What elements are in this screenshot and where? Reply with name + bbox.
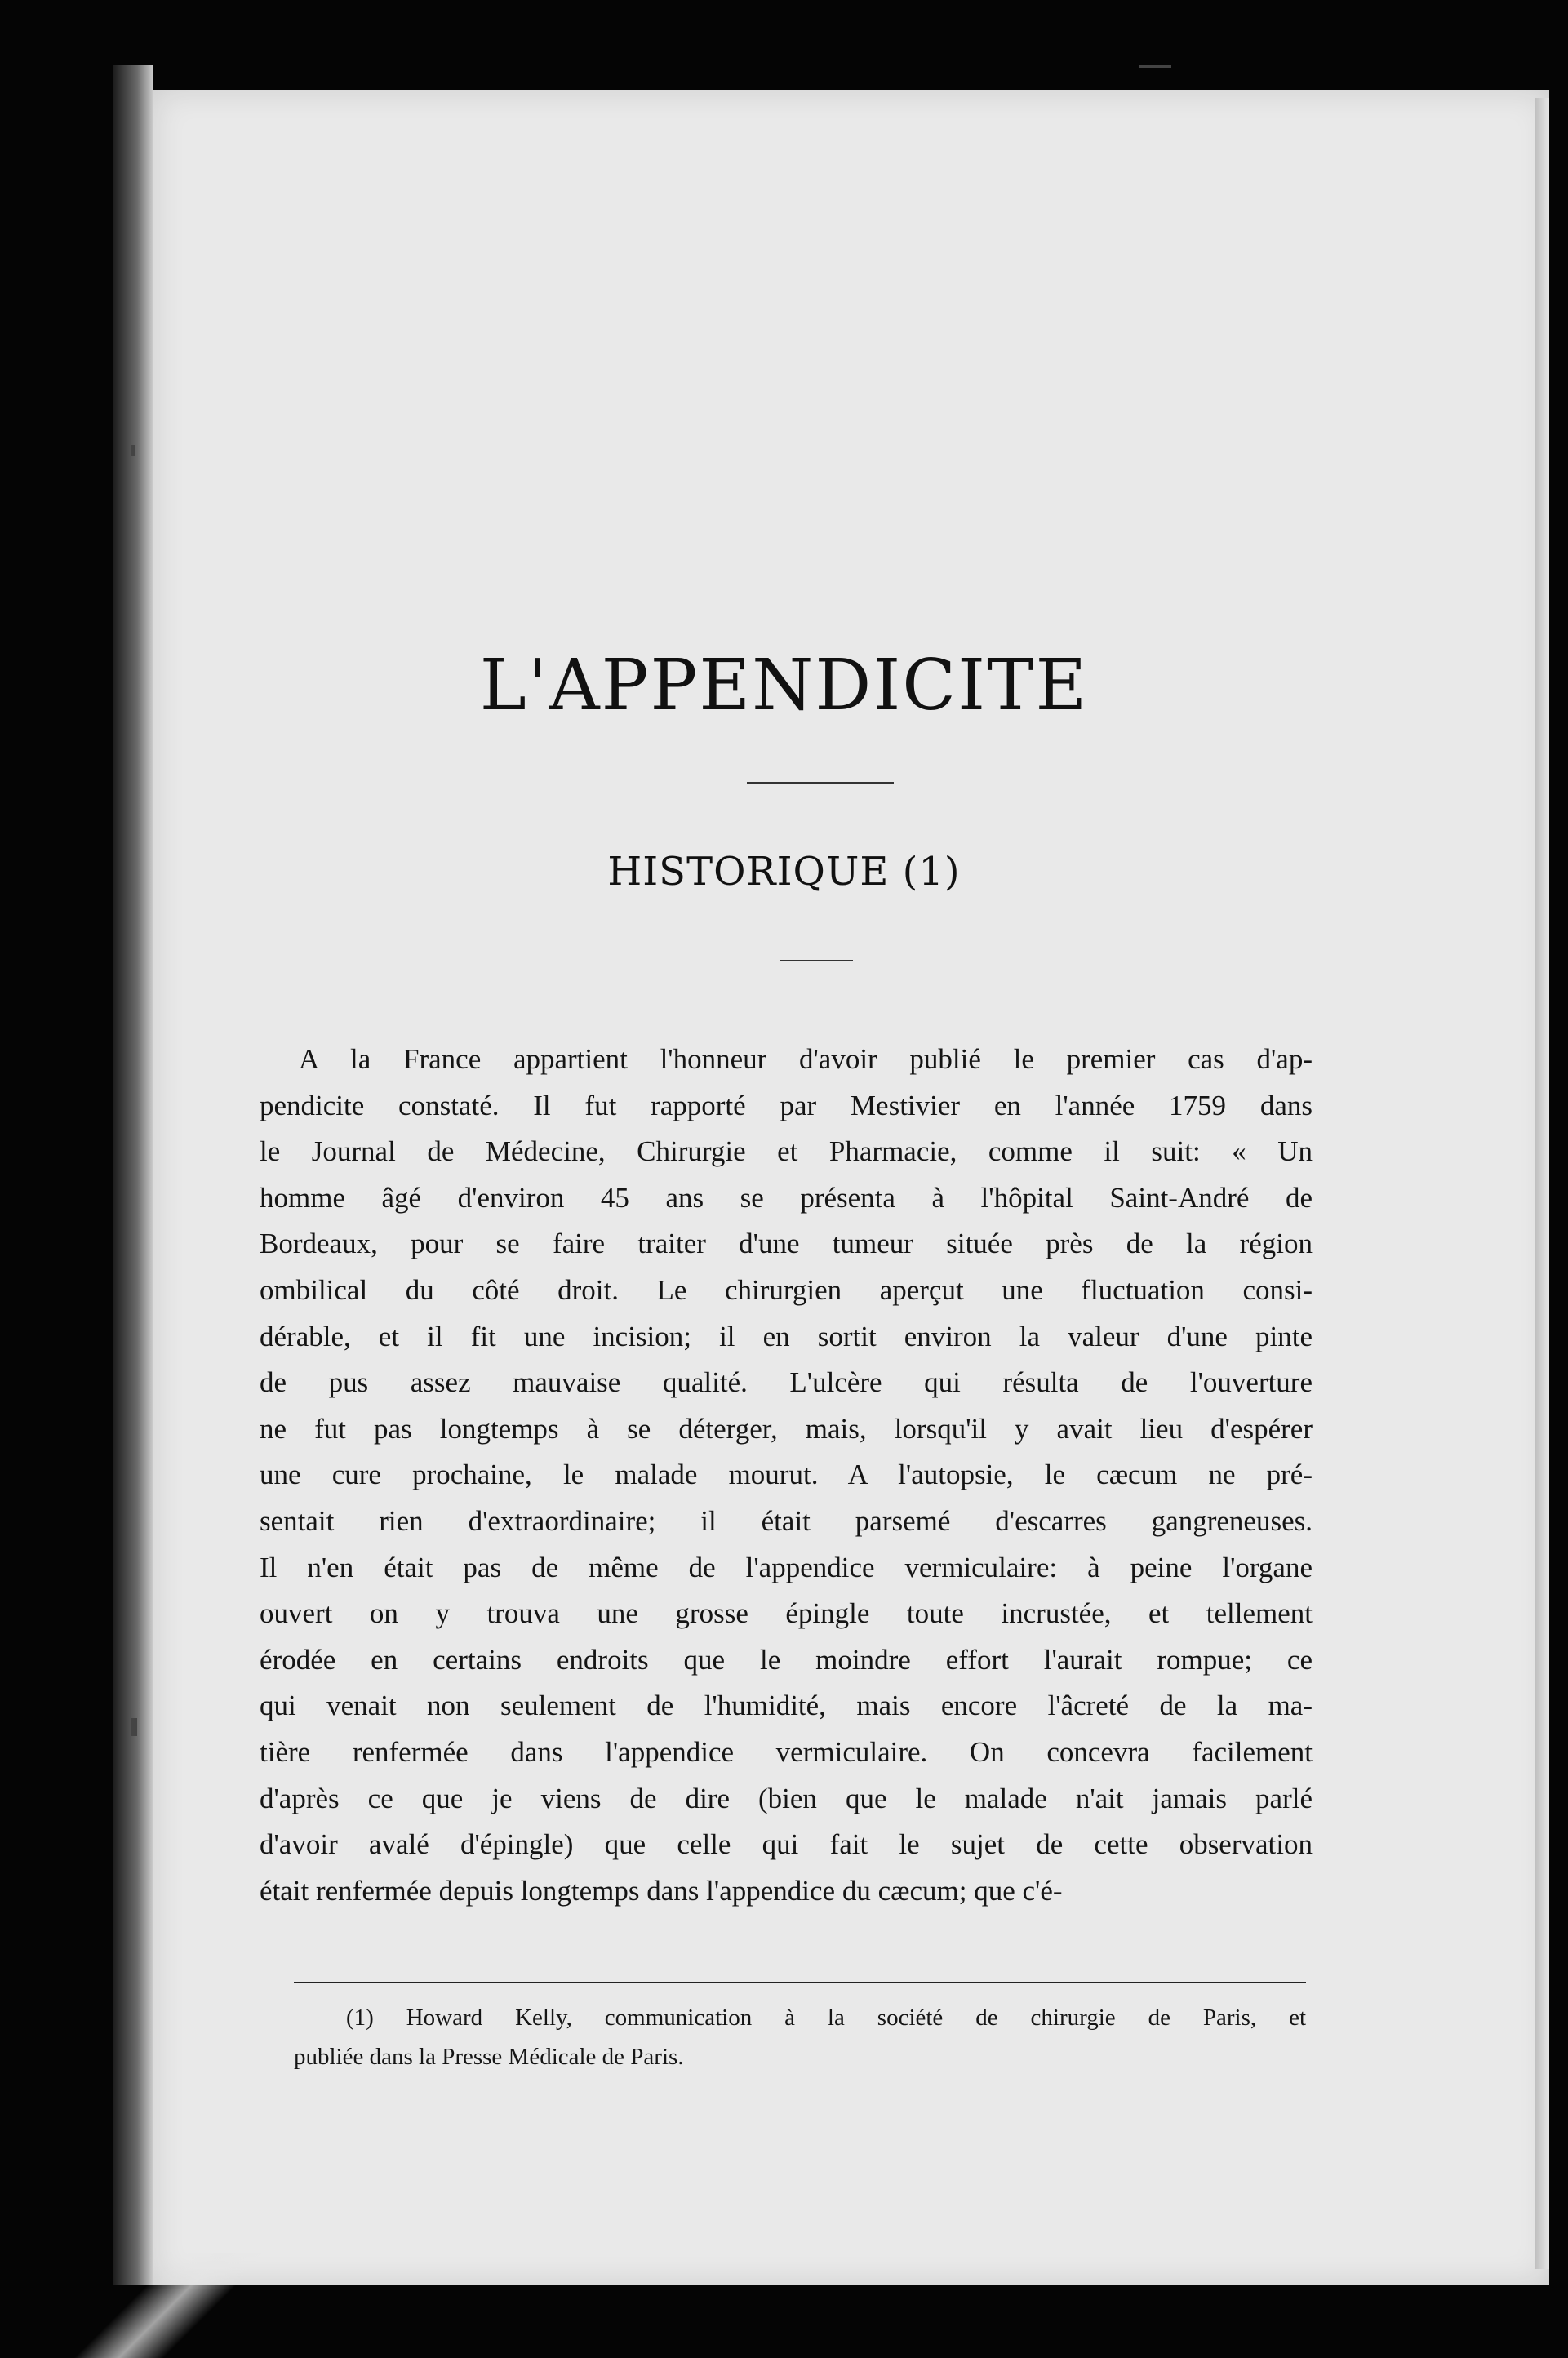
scan-mark	[131, 445, 135, 456]
text-line: le Journal de Médecine, Chirurgie et Pharmacie, comme il suit: « Un	[260, 1135, 1313, 1168]
footnote-line: publiée dans la Presse Médicale de Paris.	[294, 2044, 684, 2070]
footnote	[294, 1998, 1306, 2076]
page-edge	[1535, 98, 1549, 2269]
text-line: de pus assez mauvaise qualité. L'ulcère qui résulta de l'ouverture	[260, 1366, 1313, 1399]
text-line: érodée en certains endroits que le moindre effort l'aurait rompue; ce	[260, 1643, 1313, 1676]
text-line: ne fut pas longtemps à se déterger, mais, lorsqu'il y avait lieu d'espérer	[260, 1412, 1313, 1445]
text-line: ouvert on y trouva une grosse épingle toute incrustée, et tellement	[260, 1597, 1313, 1630]
body-text	[260, 1037, 1313, 1914]
text-line: une cure prochaine, le malade mourut. A l'autopsie, le cæcum ne pré-	[260, 1459, 1313, 1491]
text-line: d'après ce que je viens de dire (bien que le malade n'ait jamais parlé	[260, 1782, 1313, 1814]
footnote-line: (1) Howard Kelly, communication à la société de chirurgie de Paris, et	[346, 2005, 1306, 2031]
scan-artifact	[0, 2253, 343, 2358]
text-line: était renfermée depuis longtemps dans l'appendice du cæcum; que c'é-	[260, 1874, 1063, 1907]
text-line: ombilical du côté droit. Le chirurgien aperçut une fluctuation consi-	[260, 1273, 1313, 1306]
footnote-rule	[294, 1982, 1306, 1983]
page-title: L'APPENDICITE	[479, 645, 1089, 726]
section-heading: HISTORIQUE (1)	[607, 849, 961, 895]
scan-mark	[1139, 65, 1171, 68]
text-line: d'avoir avalé d'épingle) que celle qui fait le sujet de cette observation	[260, 1828, 1313, 1861]
text-line: A la France appartient l'honneur d'avoir publié le premier cas d'ap-	[299, 1043, 1313, 1075]
text-line: tière renfermée dans l'appendice vermiculaire. On concevra facilement	[260, 1735, 1313, 1768]
text-line: homme âgé d'environ 45 ans se présenta à l'hôpital Saint-André de	[260, 1181, 1313, 1214]
text-line: Il n'en était pas de même de l'appendice vermiculaire: à peine l'organe	[260, 1551, 1313, 1583]
text-line: sentait rien d'extraordinaire; il était parsemé d'escarres gangreneuses.	[260, 1504, 1313, 1537]
title-rule	[747, 782, 894, 784]
text-line: Bordeaux, pour se faire traiter d'une tumeur située près de la région	[260, 1228, 1313, 1260]
text-line: pendicite constaté. Il fut rapporté par Mestivier en l'année 1759 dans	[260, 1089, 1313, 1121]
text-line: dérable, et il fit une incision; il en sortit environ la valeur d'une pinte	[260, 1320, 1313, 1352]
heading-rule	[780, 960, 853, 961]
scan-mark	[131, 1718, 137, 1736]
text-line: qui venait non seulement de l'humidité, mais encore l'âcreté de la ma-	[260, 1690, 1313, 1722]
binding-edge	[113, 65, 153, 2285]
